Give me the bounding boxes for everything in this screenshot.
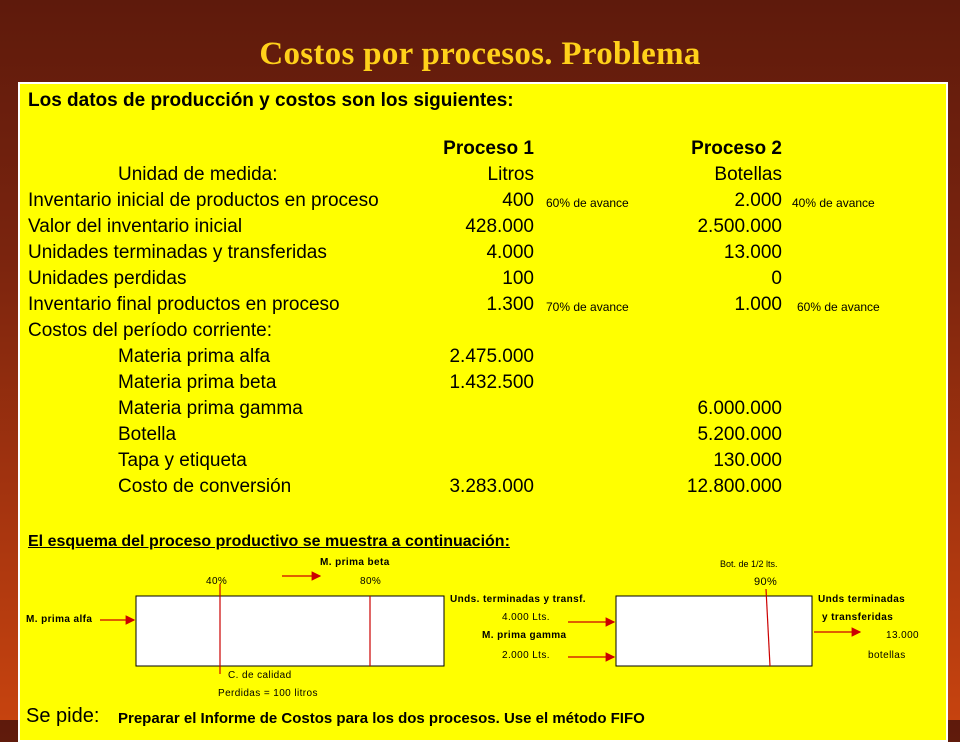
row-label: Unidades perdidas xyxy=(28,268,187,289)
row-value-proceso-2: 13.000 xyxy=(723,242,782,263)
process-flow-diagram xyxy=(20,84,948,724)
row-label: Costo de conversión xyxy=(118,476,292,497)
process-1-box xyxy=(136,584,444,674)
row-value-proceso-1: 400 xyxy=(502,190,534,211)
output-label-3: 13.000 xyxy=(886,630,919,641)
row-value-proceso-2: Botellas xyxy=(714,164,782,185)
row-label: Materia prima gamma xyxy=(118,398,303,419)
units-transferred-label: Unds. terminadas y transf. xyxy=(450,594,586,605)
row-value-proceso-2: 6.000.000 xyxy=(697,398,782,419)
row-value-proceso-1: 1.300 xyxy=(486,294,534,315)
schema-heading: El esquema del proceso productivo se muestra a continuación: xyxy=(28,533,510,550)
row-value-proceso-1: 428.000 xyxy=(465,216,534,237)
row-value-proceso-1: 2.475.000 xyxy=(449,346,534,367)
row-note-proceso-2: 60% de avance xyxy=(797,300,880,314)
row-value-proceso-1: 1.432.500 xyxy=(449,372,534,393)
row-label: Inventario inicial de productos en proceso xyxy=(28,190,379,211)
output-label-2: y transferidas xyxy=(822,612,894,623)
row-value-proceso-2: 1.000 xyxy=(734,294,782,315)
bottle-label: Bot. de 1/2 lts. xyxy=(720,559,778,569)
problem-panel xyxy=(18,82,948,742)
row-label: Tapa y etiqueta xyxy=(118,450,247,471)
row-value-proceso-2: 130.000 xyxy=(713,450,782,471)
slide-title: Costos por procesos. Problema xyxy=(259,36,701,72)
intro-heading: Los datos de producción y costos son los siguientes: xyxy=(28,90,514,111)
lts-2000-label: 2.000 Lts. xyxy=(502,650,550,661)
mp-alfa-label: M. prima alfa xyxy=(26,614,93,625)
request-label: Se pide: xyxy=(26,705,100,727)
row-label: Costos del período corriente: xyxy=(28,320,272,341)
row-label: Valor del inventario inicial xyxy=(28,216,243,237)
row-label: Materia prima alfa xyxy=(118,346,271,367)
row-value-proceso-1: Litros xyxy=(487,164,534,185)
row-value-proceso-1: 3.283.000 xyxy=(449,476,534,497)
row-label: Unidades terminadas y transferidas xyxy=(28,242,327,263)
row-label: Inventario final productos en proceso xyxy=(28,294,340,315)
row-value-proceso-1: 4.000 xyxy=(486,242,534,263)
row-value-proceso-1: 100 xyxy=(502,268,534,289)
mp-gamma-label: M. prima gamma xyxy=(482,630,567,641)
process-2-box xyxy=(616,589,812,666)
output-label-4: botellas xyxy=(868,650,906,661)
header-proceso-2: Proceso 2 xyxy=(691,138,782,159)
output-label-1: Unds terminadas xyxy=(818,594,906,605)
row-value-proceso-2: 2.500.000 xyxy=(697,216,782,237)
row-note-proceso-1: 70% de avance xyxy=(546,300,629,314)
pct-40-label: 40% xyxy=(206,576,228,587)
row-label: Botella xyxy=(118,424,177,445)
header-proceso-1: Proceso 1 xyxy=(443,138,534,159)
pct-80-label: 80% xyxy=(360,576,382,587)
quality-control-label: C. de calidad xyxy=(228,670,292,681)
pct-90-label: 90% xyxy=(754,576,778,588)
row-value-proceso-2: 0 xyxy=(771,268,782,289)
row-label: Materia prima beta xyxy=(118,372,277,393)
request-text: Preparar el Informe de Costos para los dos procesos. Use el método FIFO xyxy=(118,710,645,727)
row-label: Unidad de medida: xyxy=(118,164,278,185)
lts-4000-label: 4.000 Lts. xyxy=(502,612,550,623)
mp-beta-label: M. prima beta xyxy=(320,557,390,568)
row-value-proceso-2: 5.200.000 xyxy=(697,424,782,445)
row-note-proceso-1: 60% de avance xyxy=(546,196,629,210)
row-note-proceso-2: 40% de avance xyxy=(792,196,875,210)
row-value-proceso-2: 12.800.000 xyxy=(686,476,782,497)
losses-label: Perdidas = 100 litros xyxy=(218,688,318,699)
row-value-proceso-2: 2.000 xyxy=(734,190,782,211)
